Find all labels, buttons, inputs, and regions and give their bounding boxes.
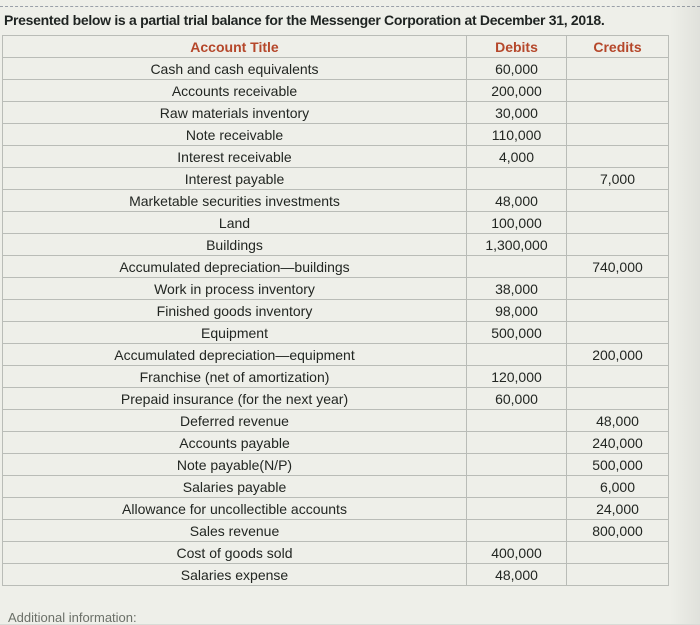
account-title-cell: Note payable(N/P) — [3, 454, 467, 476]
credit-cell — [567, 212, 669, 234]
credit-cell: 24,000 — [567, 498, 669, 520]
account-title-cell: Interest receivable — [3, 146, 467, 168]
account-title-cell: Franchise (net of amortization) — [3, 366, 467, 388]
credit-cell — [567, 58, 669, 80]
debit-cell: 38,000 — [467, 278, 567, 300]
credit-cell — [567, 300, 669, 322]
table-row — [3, 278, 669, 300]
debit-cell — [467, 168, 567, 190]
debit-cell — [467, 498, 567, 520]
debit-cell: 60,000 — [467, 58, 567, 80]
table-row — [3, 476, 669, 498]
credit-cell — [567, 124, 669, 146]
table-row — [3, 300, 669, 322]
credit-cell — [567, 146, 669, 168]
table-row — [3, 190, 669, 212]
account-title-cell: Marketable securities investments — [3, 190, 467, 212]
credit-cell — [567, 278, 669, 300]
table-row — [3, 388, 669, 410]
page-heading: Presented below is a partial trial balance for the Messenger Corporation at December 31, 2018. — [4, 12, 605, 28]
account-title-cell: Salaries expense — [3, 564, 467, 586]
account-title-cell: Work in process inventory — [3, 278, 467, 300]
table-row — [3, 564, 669, 586]
table-row — [3, 212, 669, 234]
account-title-cell: Buildings — [3, 234, 467, 256]
table-row — [3, 498, 669, 520]
table-row — [3, 410, 669, 432]
account-title-cell: Sales revenue — [3, 520, 467, 542]
debit-cell: 4,000 — [467, 146, 567, 168]
credit-cell — [567, 234, 669, 256]
trial-balance-table — [2, 35, 669, 586]
account-title-cell: Cost of goods sold — [3, 542, 467, 564]
table-row — [3, 102, 669, 124]
top-divider — [0, 6, 700, 7]
credit-cell: 240,000 — [567, 432, 669, 454]
debit-cell — [467, 256, 567, 278]
debit-cell: 120,000 — [467, 366, 567, 388]
account-title-cell: Prepaid insurance (for the next year) — [3, 388, 467, 410]
table-row — [3, 520, 669, 542]
debit-cell — [467, 454, 567, 476]
table-row — [3, 168, 669, 190]
photo-edge-shade — [670, 0, 700, 624]
debit-cell: 110,000 — [467, 124, 567, 146]
table-row — [3, 58, 669, 80]
credit-cell — [567, 388, 669, 410]
account-title-cell: Finished goods inventory — [3, 300, 467, 322]
additional-information-label: Additional information: — [8, 610, 137, 625]
column-header-debits: Debits — [467, 36, 567, 58]
table-row — [3, 366, 669, 388]
table-row — [3, 322, 669, 344]
credit-cell: 48,000 — [567, 410, 669, 432]
debit-cell: 98,000 — [467, 300, 567, 322]
credit-cell: 800,000 — [567, 520, 669, 542]
account-title-cell: Salaries payable — [3, 476, 467, 498]
table-row — [3, 124, 669, 146]
account-title-cell: Equipment — [3, 322, 467, 344]
debit-cell — [467, 520, 567, 542]
table-row — [3, 542, 669, 564]
debit-cell: 48,000 — [467, 564, 567, 586]
credit-cell — [567, 102, 669, 124]
account-title-cell: Cash and cash equivalents — [3, 58, 467, 80]
account-title-cell: Interest payable — [3, 168, 467, 190]
credit-cell — [567, 190, 669, 212]
debit-cell — [467, 432, 567, 454]
credit-cell — [567, 80, 669, 102]
table-row — [3, 432, 669, 454]
table-row — [3, 234, 669, 256]
debit-cell: 48,000 — [467, 190, 567, 212]
credit-cell — [567, 542, 669, 564]
account-title-cell: Deferred revenue — [3, 410, 467, 432]
debit-cell: 60,000 — [467, 388, 567, 410]
account-title-cell: Accumulated depreciation—buildings — [3, 256, 467, 278]
credit-cell: 7,000 — [567, 168, 669, 190]
table-row — [3, 256, 669, 278]
column-header-account-title: Account Title — [3, 36, 467, 58]
credit-cell: 200,000 — [567, 344, 669, 366]
table-body — [3, 58, 669, 586]
account-title-cell: Accumulated depreciation—equipment — [3, 344, 467, 366]
credit-cell: 740,000 — [567, 256, 669, 278]
table-row — [3, 146, 669, 168]
table-header-row — [3, 36, 669, 58]
debit-cell: 200,000 — [467, 80, 567, 102]
credit-cell: 6,000 — [567, 476, 669, 498]
account-title-cell: Land — [3, 212, 467, 234]
account-title-cell: Accounts payable — [3, 432, 467, 454]
column-header-credits: Credits — [567, 36, 669, 58]
table-row — [3, 80, 669, 102]
table-row — [3, 454, 669, 476]
account-title-cell: Accounts receivable — [3, 80, 467, 102]
table-row — [3, 344, 669, 366]
debit-cell: 30,000 — [467, 102, 567, 124]
credit-cell — [567, 322, 669, 344]
debit-cell: 500,000 — [467, 322, 567, 344]
credit-cell — [567, 366, 669, 388]
debit-cell: 1,300,000 — [467, 234, 567, 256]
debit-cell — [467, 410, 567, 432]
account-title-cell: Note receivable — [3, 124, 467, 146]
debit-cell — [467, 344, 567, 366]
credit-cell: 500,000 — [567, 454, 669, 476]
debit-cell: 100,000 — [467, 212, 567, 234]
debit-cell — [467, 476, 567, 498]
credit-cell — [567, 564, 669, 586]
debit-cell: 400,000 — [467, 542, 567, 564]
account-title-cell: Allowance for uncollectible accounts — [3, 498, 467, 520]
account-title-cell: Raw materials inventory — [3, 102, 467, 124]
